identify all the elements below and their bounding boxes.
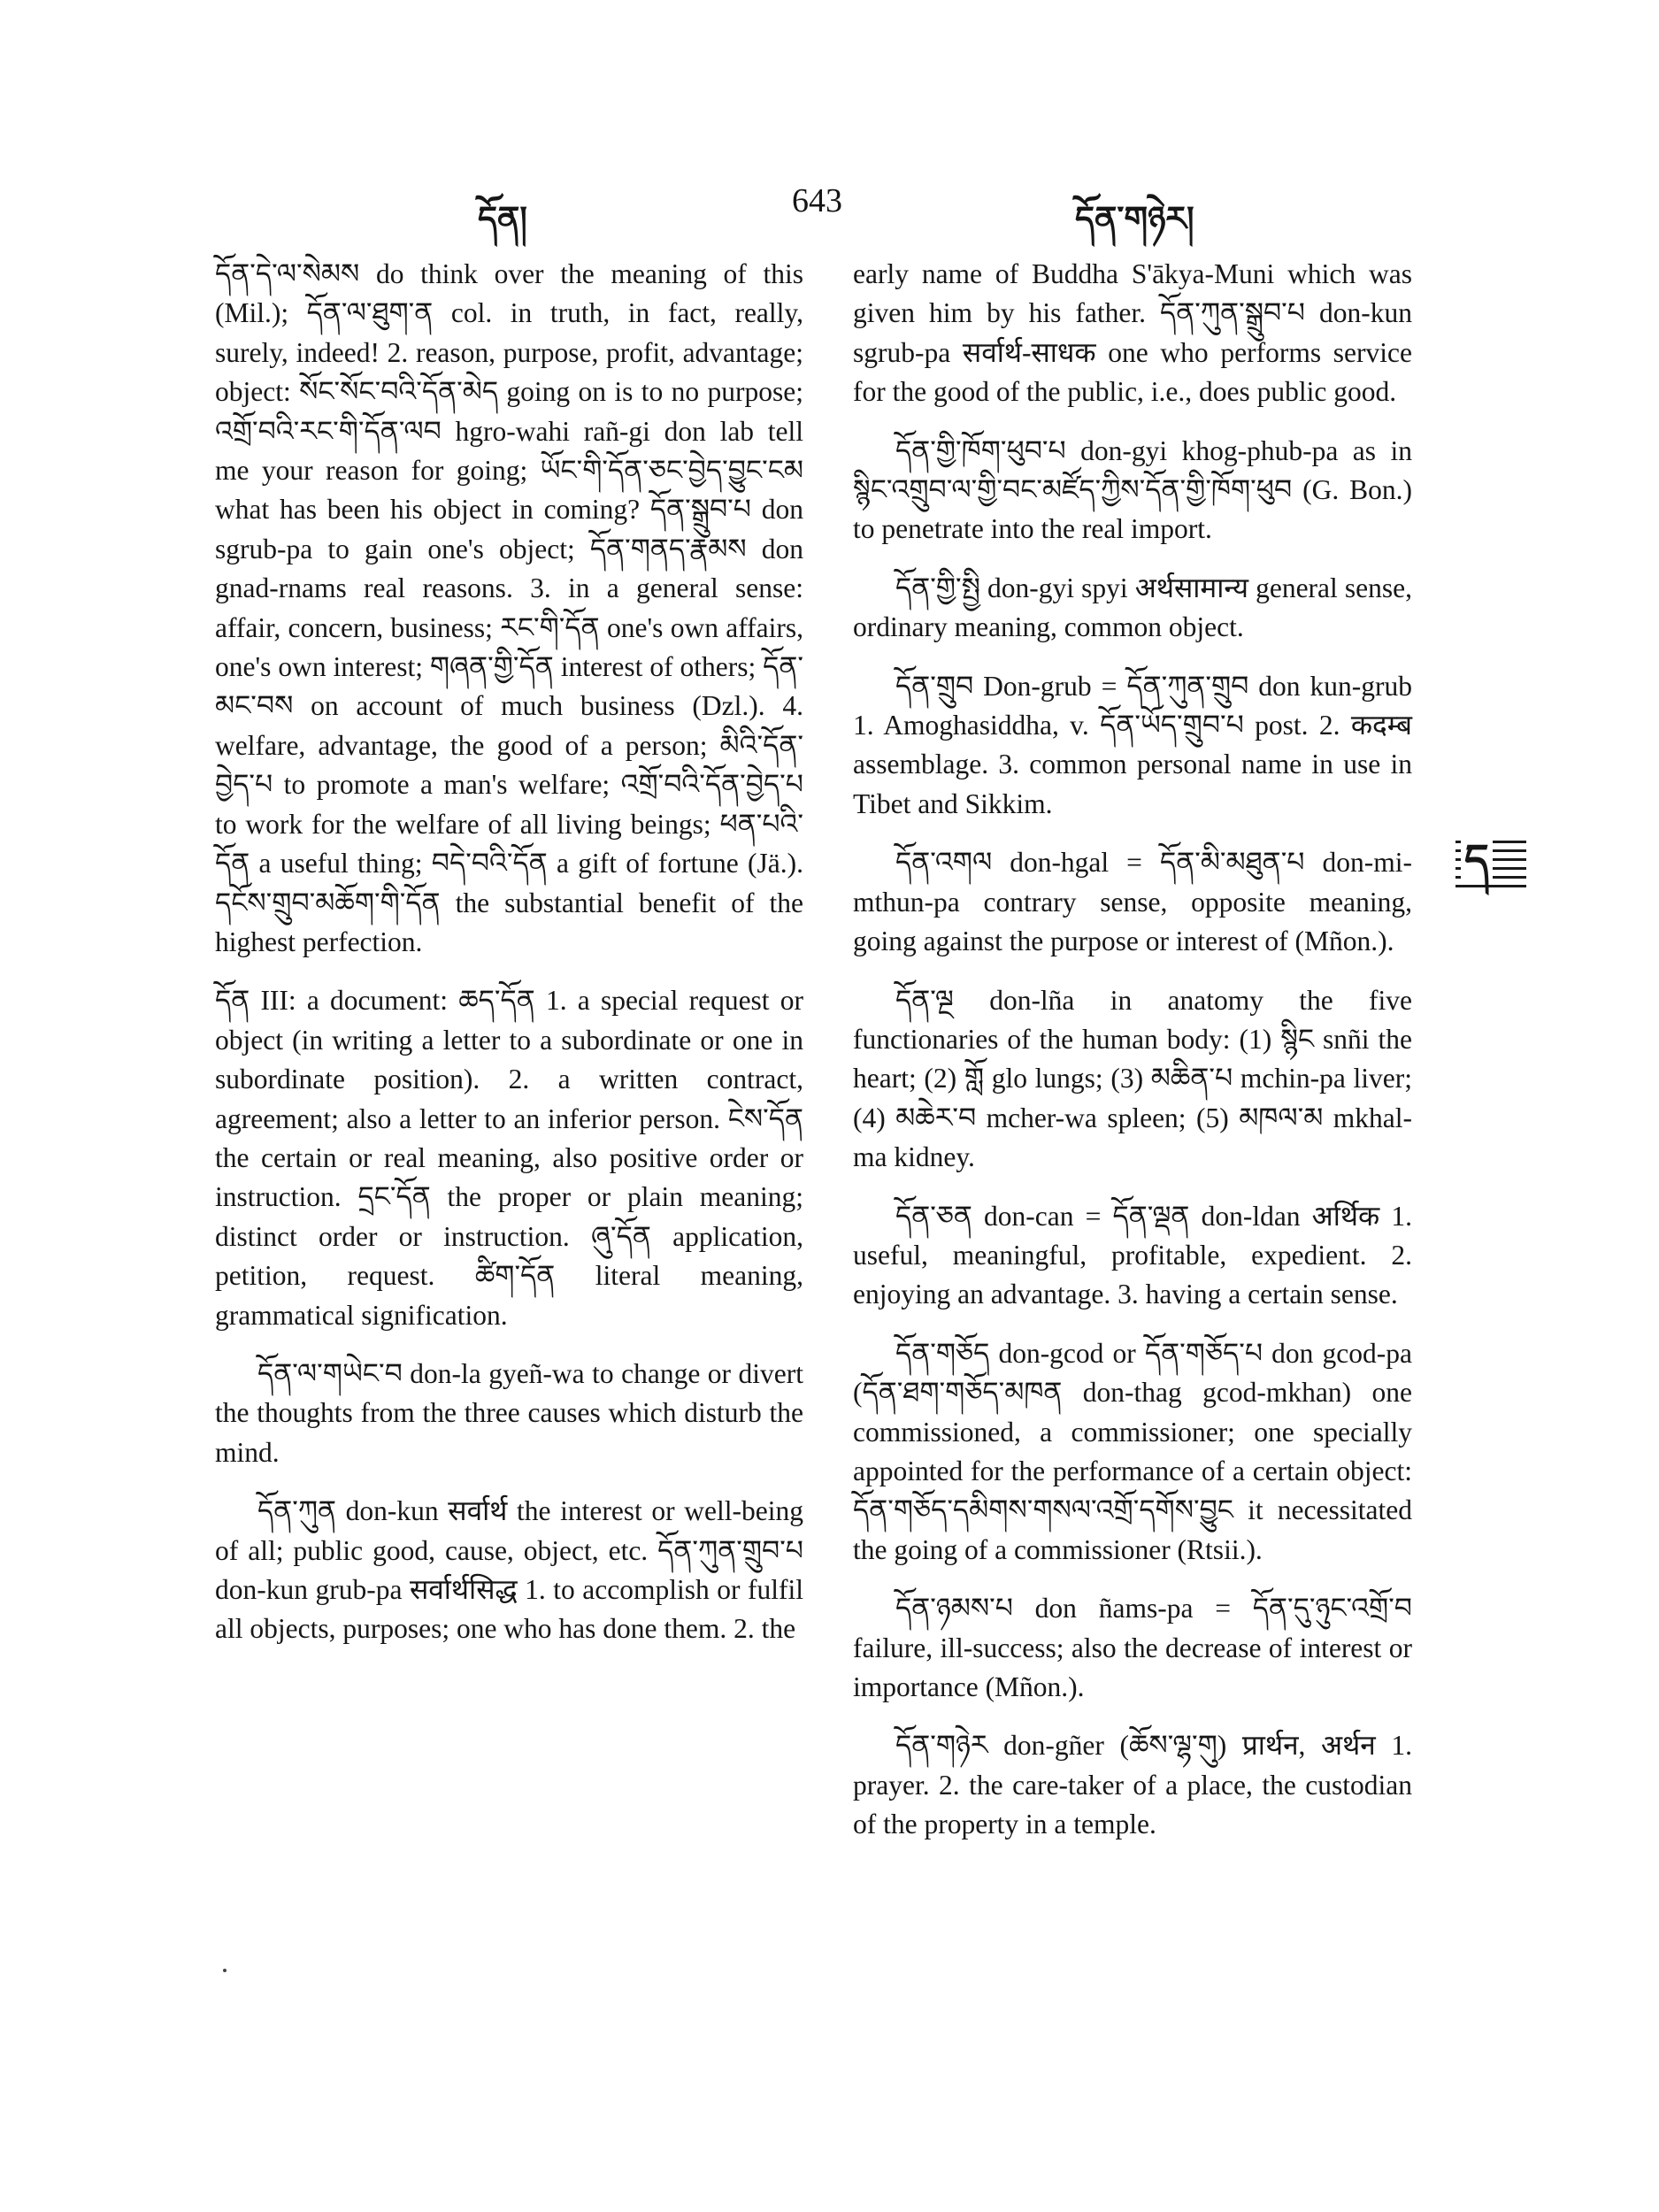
dictionary-entry-don-iii: དོན III: a document: ཆད་དོན 1. a special request or object (in writing a letter to a subordinate or one in subordinate position). 2. a written contract, agreement; also a letter to an inferior person. ངེས་དོན the certain or real meaning, also positive order or instruction. དྲང་དོན the proper or plain meaning; distinct order or instruction. ཞུ་དོན application, petition, request. ཚིག་དོན literal meaning, grammatical signification. bbox=[215, 985, 803, 1331]
dictionary-entry: དོན་གཅོད don-gcod or དོན་གཅོད་པ don gcod-pa (དོན་ཐག་གཅོད་མཁན don-thag gcod-mkhan) one commissioned, a commissioner; one specially appointed for the performance of a certain object: དོན་གཅོད་དམིགས་གསལ་འགྲོ་དགོས་བྱུང it necessitated the going of a commissioner (Rtsii.). bbox=[853, 1337, 1412, 1565]
dictionary-entry: དོན་ལྔ don-lña in anatomy the five functionaries of the human body: (1) སྙིང snñi the heart; (2) གློ glo lungs; (3) མཆིན་པ mchin-pa liver; (4) མཆེར་བ mcher-wa spleen; (5) མཁལ་མ mkhal-ma kidney. bbox=[853, 984, 1412, 1173]
dictionary-entry: དོན་ལ་གཡེང་བ don-la gyeñ-wa to change or divert the thoughts from the three causes which disturb the mind. bbox=[215, 1357, 803, 1468]
right-column bbox=[853, 255, 1412, 1864]
thumb-index-letter: ད bbox=[1461, 835, 1493, 885]
right-running-headword: དོན་གཉེར། bbox=[1075, 198, 1194, 238]
dictionary-entry: དོན་འགལ don-hgal = དོན་མི་མཐུན་པ don-mi-mthun-pa contrary sense, opposite meaning, going against the purpose or interest of (Mñon.). bbox=[853, 847, 1412, 957]
dictionary-entry: early name of Buddha S'ākya-Muni which was given him by his father. དོན་ཀུན་སྒྲུབ་པ don-kun sgrub-pa सर्वार्थ-साधक one who performs service for the good of the public, i.e., does public good. bbox=[853, 258, 1412, 408]
thumb-index-tab bbox=[1455, 832, 1526, 894]
dictionary-entry: དོན་གྱི་སྤྱི don-gyi spyi अर्थसामान्य general sense, ordinary meaning, common object. bbox=[853, 572, 1412, 643]
page-header bbox=[0, 181, 1659, 238]
scan-speck bbox=[223, 1969, 227, 1972]
dictionary-entry: དོན་ཅན don-can = དོན་ལྡན don-ldan अर्थिक 1. useful, meaningful, profitable, expedient. 2. enjoying an advantage. 3. having a certain sense. bbox=[853, 1200, 1412, 1310]
page-number: 643 bbox=[792, 182, 842, 219]
dictionary-entry: དོན་ཉམས་པ don ñams-pa = དོན་དུ་ཉུང་འགྲོ་བ failure, ill-success; also the decrease of interest or importance (Mñon.). bbox=[853, 1593, 1412, 1702]
dictionary-entry: དོན་ཀུན don-kun सर्वार्थ the interest or well-being of all; public good, cause, object, etc. དོན་ཀུན་གྲུབ་པ don-kun grub-pa सर्वार्थसिद्ध 1. to accomplish or fulfil all objects, purposes; one who has done them. 2. the bbox=[215, 1495, 803, 1645]
dictionary-entry: དོན་གཉེར don-gñer (ཆོས་ལྷ་གུ) प्रार्थन, अर्थन 1. prayer. 2. the care-taker of a place, the custodian of the property in a temple. bbox=[853, 1730, 1412, 1840]
dictionary-entry: དོན་གྲུབ Don-grub = དོན་ཀུན་གྲུབ don kun-grub 1. Amoghasiddha, v. དོན་ཡོད་གྲུབ་པ post. 2. कदम्ब assemblage. 3. common personal name in use in Tibet and Sikkim. bbox=[853, 670, 1412, 819]
dictionary-entry: དོན་གྱི་ཁོག་ཕུབ་པ don-gyi khog-phub-pa as in སྙིང་འགྲུབ་ལ་གྱི་བང་མཛོད་ཀྱིས་དོན་གྱི་ཁོག་ཕུབ (G. Bon.) to penetrate into the real import. bbox=[853, 434, 1412, 545]
left-running-headword: དོན། bbox=[478, 198, 527, 238]
left-column bbox=[215, 255, 803, 1669]
dictionary-entry: དོན་དེ་ལ་སེམས do think over the meaning of this (Mil.); དོན་ལ་ཐུག་ན col. in truth, in fact, really, surely, indeed! 2. reason, purpose, profit, advantage; object: སོང་སོང་བའི་དོན་མེད going on is to no purpose; འགྲོ་བའི་རང་གི་དོན་ལབ hgro-wahi rañ-gi don lab tell me your reason for going; ཡོང་གི་དོན་ཅང་བྱེད་བྱུང་ངམ what has been his object in coming? དོན་སྒྲུབ་པ don sgrub-pa to gain one's object; དོན་གནད་རྣམས don gnad-rnams real reasons. 3. in a general sense: affair, concern, business; རང་གི་དོན one's own affairs, one's own interest; གཞན་གྱི་དོན interest of others; དོན་མང་བས on account of much business (Dzl.). 4. welfare, advantage, the good of a person; མིའི་དོན་བྱེད་པ to promote a man's welfare; འགྲོ་བའི་དོན་བྱེད་པ to work for the welfare of all living beings; ཕན་པའི་དོན a useful thing; བདེ་བའི་དོན a gift of fortune (Jä.). དངོས་གྲུབ་མཆོག་གི་དོན the substantial benefit of the highest perfection. bbox=[215, 258, 803, 957]
